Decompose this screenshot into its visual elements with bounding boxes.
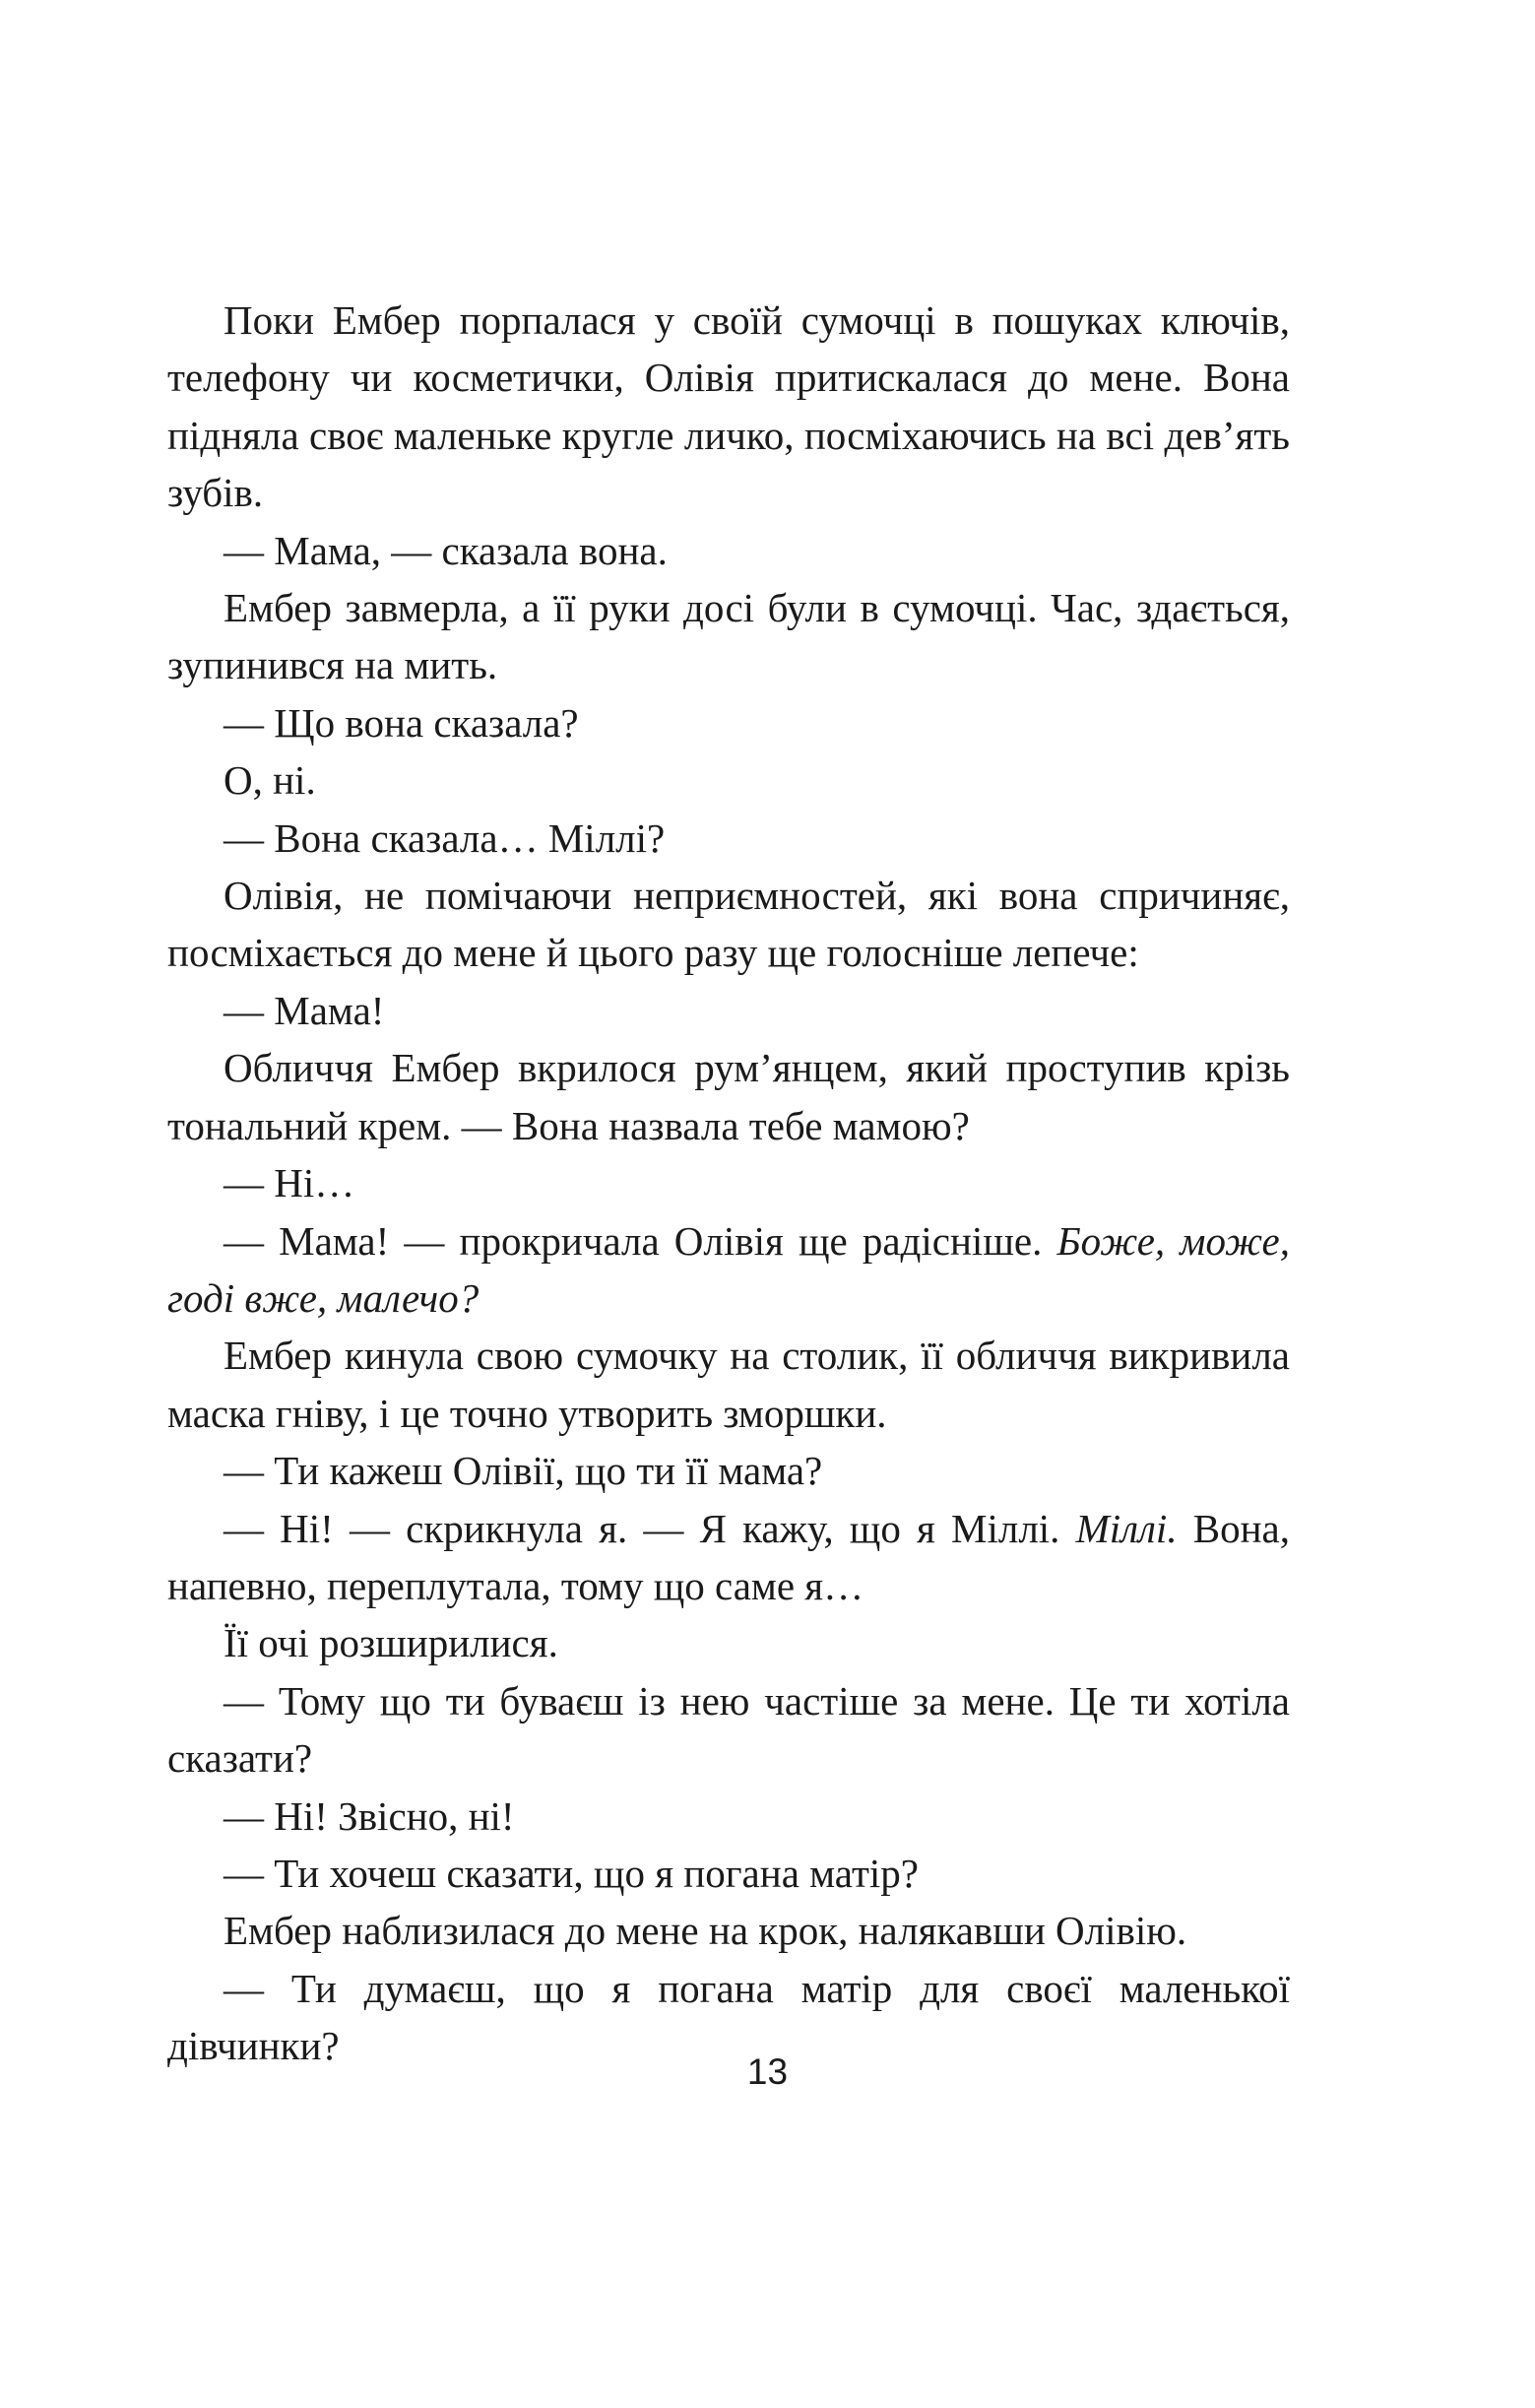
paragraph <box>167 1902 1290 1959</box>
text-run: — Ні! Звісно, ні! <box>224 1792 515 1839</box>
italic-text: Боже, може, годі вже, малечо? <box>167 1217 1290 1321</box>
text-run: Ембер кинула свою сумочку на столик, її обличчя викривила маска гніву, і це точно утворить зморшки. <box>167 1333 1290 1436</box>
paragraph <box>167 1327 1290 1442</box>
paragraph <box>167 1845 1290 1902</box>
text-run: — Мама! <box>224 987 385 1033</box>
paragraph <box>167 579 1290 694</box>
paragraph <box>167 522 1290 579</box>
text-run: О, ні. <box>224 757 316 804</box>
page-number: 13 <box>746 2051 789 2092</box>
paragraph <box>167 810 1290 867</box>
text-run: — Що вона сказала? <box>224 699 579 746</box>
text-run: Вона, напевно, переплутала, тому що саме я… <box>167 1505 1290 1608</box>
text-run: — Мама, — сказала вона. <box>224 527 668 573</box>
text-run: — Тому що ти буваєш із нею частіше за мене. Це ти хотіла сказати? <box>167 1677 1290 1782</box>
text-run: Її очі розширилися. <box>224 1620 558 1666</box>
paragraph <box>167 1039 1290 1154</box>
text-run: Поки Ембер порпалася у своїй сумочці в пошуках ключів, телефону чи косметички, Олівія притискалася до мене. Вона підняла своє маленьке кругле личко, посміхаючись на всі дев’ять зубів. <box>167 297 1290 516</box>
text-run: Ембер завмерла, а її руки досі були в сумочці. Час, здається, зупинився на мить. <box>167 585 1290 688</box>
paragraph <box>167 1614 1290 1671</box>
body-text <box>167 292 1290 2075</box>
paragraph <box>167 1672 1290 1788</box>
text-run: Обличчя Ембер вкрилося рум’янцем, який проступив крізь тональний крем. — Вона назвала тебе мамою? <box>167 1045 1290 1148</box>
italic-text: Міллі. <box>1075 1505 1178 1551</box>
text-run: — Ти кажеш Олівії, що ти її мама? <box>224 1448 823 1494</box>
text-run: — Ти хочеш сказати, що я погана матір? <box>224 1850 919 1896</box>
paragraph <box>167 1212 1290 1328</box>
text-run: — Ні! — скрикнула я. — Я кажу, що я Міллі. <box>224 1505 1076 1551</box>
paragraph <box>167 751 1290 809</box>
paragraph <box>167 1154 1290 1211</box>
paragraph <box>167 694 1290 751</box>
paragraph <box>167 982 1290 1039</box>
paragraph <box>167 292 1290 522</box>
text-run: Ембер наблизилася до мене на крок, налякавши Олівію. <box>224 1908 1187 1954</box>
text-run: — Ти думаєш, що я погана матір для своєї маленької дівчинки? <box>167 1965 1290 2069</box>
text-run: — Мама! — прокричала Олівія ще радісніше. <box>224 1217 1057 1264</box>
paragraph <box>167 1500 1290 1615</box>
text-run: Олівія, не помічаючи неприємностей, які вона спричиняє, посміхається до мене й цього разу ще голосніше лепече: <box>167 873 1290 976</box>
text-run: — Вона сказала… Міллі? <box>224 814 666 861</box>
text-run: — Ні… <box>224 1160 355 1206</box>
paragraph <box>167 1442 1290 1499</box>
paragraph <box>167 1788 1290 1845</box>
paragraph <box>167 867 1290 982</box>
